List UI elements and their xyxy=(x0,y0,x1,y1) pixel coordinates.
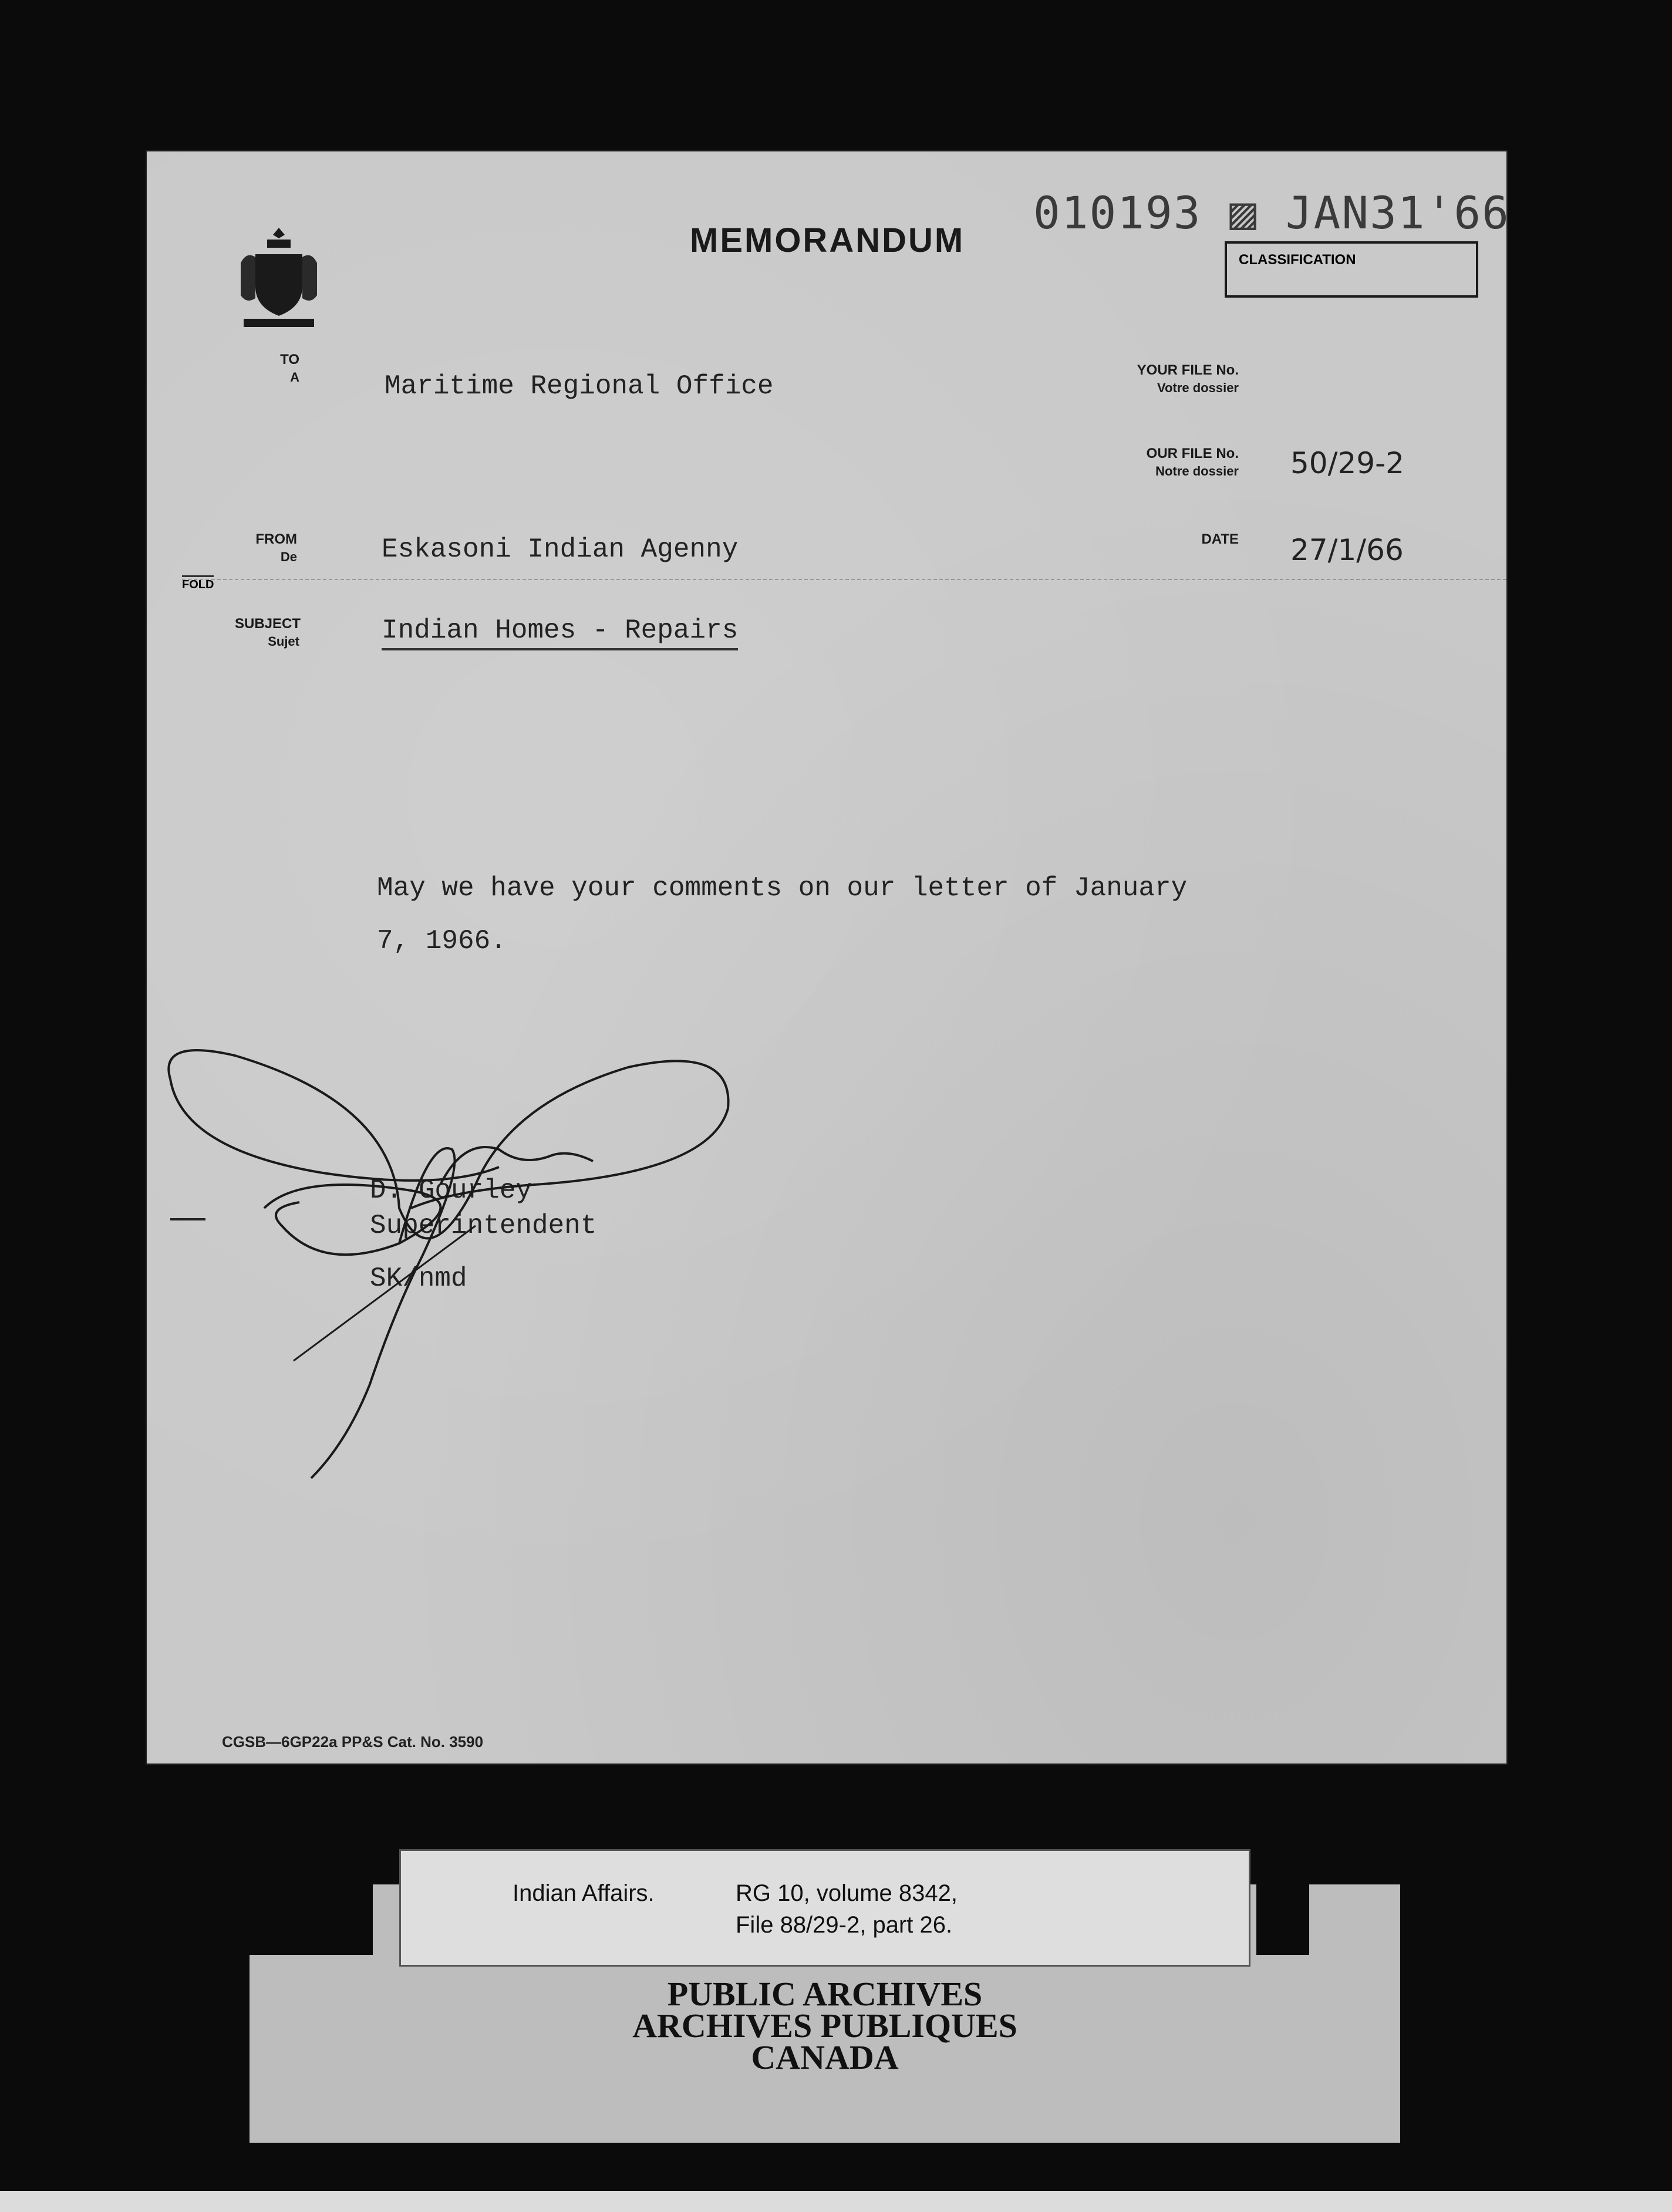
from-label: FROM De xyxy=(255,531,297,564)
archive-stamp xyxy=(250,1975,1400,2076)
archive-line-2: ARCHIVES PUBLIQUES xyxy=(632,2007,1017,2045)
fold-line xyxy=(182,579,1506,580)
memo-page xyxy=(147,151,1510,1763)
classification-box xyxy=(1225,241,1478,298)
card-notch-left xyxy=(250,1884,373,1955)
our-file-label: OUR FILE No. Notre dossier xyxy=(1146,446,1239,478)
form-code: CGSB—6GP22a PP&S Cat. No. 3590 xyxy=(222,1733,484,1751)
received-stamp: 010193 ▨ JAN31'66 xyxy=(1033,187,1510,239)
archive-line-3: CANADA xyxy=(751,2038,899,2076)
date-label: DATE xyxy=(1201,531,1239,547)
archive-reference-label xyxy=(399,1849,1250,1967)
card-notch-right xyxy=(1256,1884,1309,1955)
date-value: 27/1/66 xyxy=(1290,533,1404,567)
coat-of-arms-icon xyxy=(235,222,323,339)
archive-ref-line-2: File 88/29-2, part 26. xyxy=(736,1912,953,1938)
memo-body xyxy=(377,862,1187,967)
archive-dept: Indian Affairs. xyxy=(513,1880,655,1906)
handwritten-signature xyxy=(147,1032,793,1560)
classification-label: CLASSIFICATION xyxy=(1239,252,1356,268)
margin-mark xyxy=(170,1218,205,1220)
from-value: Eskasoni Indian Agenny xyxy=(382,534,739,565)
our-file-value: 50/29-2 xyxy=(1290,446,1404,480)
archive-line-1: PUBLIC ARCHIVES xyxy=(667,1975,983,2013)
body-line-1: May we have your comments on our letter of January xyxy=(377,873,1188,903)
archive-ref-line-1: RG 10, volume 8342, xyxy=(736,1880,958,1906)
reference-initials: SK/nmd xyxy=(370,1263,467,1294)
to-value: Maritime Regional Office xyxy=(385,371,774,402)
signatory-title: Superintendent xyxy=(370,1210,597,1241)
body-line-2: 7, 1966. xyxy=(377,926,507,956)
your-file-label: YOUR FILE No. Votre dossier xyxy=(1137,362,1239,395)
subject-value: Indian Homes - Repairs xyxy=(382,615,738,650)
film-edge xyxy=(0,2191,1672,2212)
signatory-name: D. Gourley xyxy=(370,1175,532,1206)
subject-label: SUBJECT Sujet xyxy=(235,616,301,649)
memo-title: MEMORANDUM xyxy=(690,221,965,259)
to-label: TO A xyxy=(280,352,299,385)
fold-label: FOLD xyxy=(182,575,214,592)
